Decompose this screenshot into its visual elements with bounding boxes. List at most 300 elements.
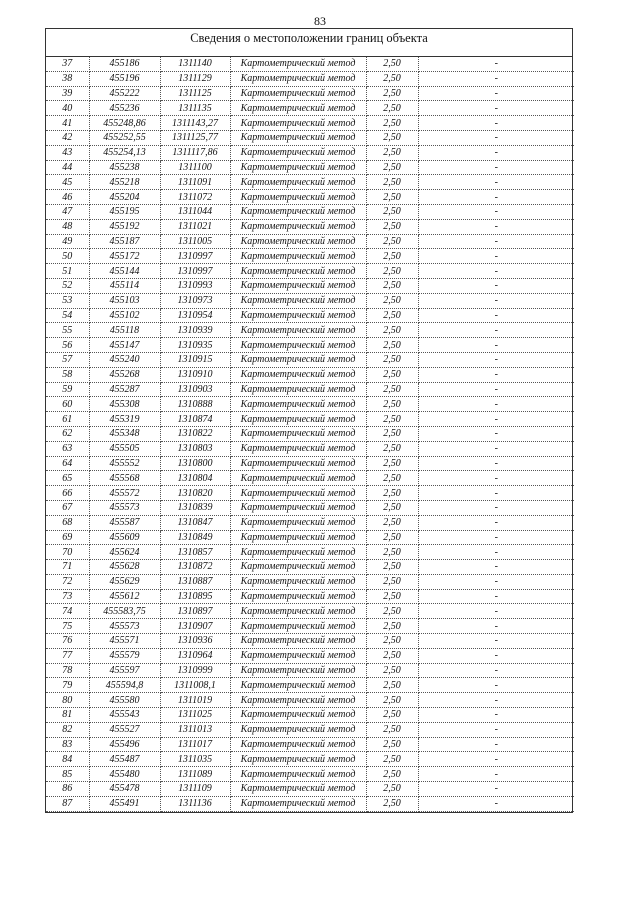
method-cell: Картометрический метод: [230, 678, 366, 693]
point-number-cell: 46: [46, 190, 89, 205]
y-coordinate-cell: 1310887: [160, 574, 230, 589]
x-coordinate-cell: 455218: [89, 175, 160, 190]
point-number-cell: 85: [46, 767, 89, 782]
point-number-cell: 40: [46, 101, 89, 116]
precision-cell: 2,50: [366, 545, 418, 560]
table-row: [46, 219, 574, 234]
method-cell: Картометрический метод: [230, 456, 366, 471]
y-coordinate-cell: 1310936: [160, 634, 230, 649]
point-number-cell: 83: [46, 737, 89, 752]
method-cell: Картометрический метод: [230, 190, 366, 205]
table-row: [46, 767, 574, 782]
y-coordinate-cell: 1311044: [160, 204, 230, 219]
table-row: [46, 308, 574, 323]
method-cell: Картометрический метод: [230, 471, 366, 486]
method-cell: Картометрический метод: [230, 634, 366, 649]
x-coordinate-cell: 455195: [89, 204, 160, 219]
precision-cell: 2,50: [366, 560, 418, 575]
description-cell: -: [418, 589, 574, 604]
method-cell: Картометрический метод: [230, 249, 366, 264]
description-cell: -: [418, 545, 574, 560]
x-coordinate-cell: 455102: [89, 308, 160, 323]
method-cell: Картометрический метод: [230, 278, 366, 293]
point-number-cell: 76: [46, 634, 89, 649]
x-coordinate-cell: 455114: [89, 278, 160, 293]
method-cell: Картометрический метод: [230, 737, 366, 752]
table-row: [46, 441, 574, 456]
method-cell: Картометрический метод: [230, 441, 366, 456]
point-number-cell: 81: [46, 708, 89, 723]
point-number-cell: 72: [46, 574, 89, 589]
description-cell: -: [418, 219, 574, 234]
x-coordinate-cell: 455236: [89, 101, 160, 116]
precision-cell: 2,50: [366, 663, 418, 678]
precision-cell: 2,50: [366, 130, 418, 145]
method-cell: Картометрический метод: [230, 500, 366, 515]
table-row: [46, 560, 574, 575]
description-cell: -: [418, 634, 574, 649]
table-row: [46, 204, 574, 219]
description-cell: -: [418, 71, 574, 86]
y-coordinate-cell: 1310897: [160, 604, 230, 619]
precision-cell: 2,50: [366, 515, 418, 530]
precision-cell: 2,50: [366, 338, 418, 353]
description-cell: -: [418, 145, 574, 160]
x-coordinate-cell: 455583,75: [89, 604, 160, 619]
method-cell: Картометрический метод: [230, 545, 366, 560]
description-cell: -: [418, 737, 574, 752]
x-coordinate-cell: 455597: [89, 663, 160, 678]
description-cell: -: [418, 204, 574, 219]
y-coordinate-cell: 1310803: [160, 441, 230, 456]
y-coordinate-cell: 1311136: [160, 796, 230, 811]
table-row: [46, 382, 574, 397]
method-cell: Картометрический метод: [230, 308, 366, 323]
point-number-cell: 67: [46, 500, 89, 515]
table-row: [46, 352, 574, 367]
precision-cell: 2,50: [366, 471, 418, 486]
method-cell: Картометрический метод: [230, 116, 366, 131]
method-cell: Картометрический метод: [230, 574, 366, 589]
point-number-cell: 78: [46, 663, 89, 678]
description-cell: -: [418, 678, 574, 693]
x-coordinate-cell: 455568: [89, 471, 160, 486]
precision-cell: 2,50: [366, 145, 418, 160]
description-cell: -: [418, 323, 574, 338]
method-cell: Картометрический метод: [230, 752, 366, 767]
description-cell: -: [418, 234, 574, 249]
x-coordinate-cell: 455222: [89, 86, 160, 101]
point-number-cell: 79: [46, 678, 89, 693]
precision-cell: 2,50: [366, 782, 418, 797]
point-number-cell: 64: [46, 456, 89, 471]
table-row: [46, 264, 574, 279]
table-row: [46, 604, 574, 619]
description-cell: -: [418, 175, 574, 190]
point-number-cell: 77: [46, 648, 89, 663]
point-number-cell: 41: [46, 116, 89, 131]
point-number-cell: 62: [46, 426, 89, 441]
y-coordinate-cell: 1311100: [160, 160, 230, 175]
point-number-cell: 65: [46, 471, 89, 486]
method-cell: Картометрический метод: [230, 722, 366, 737]
y-coordinate-cell: 1311072: [160, 190, 230, 205]
description-cell: -: [418, 471, 574, 486]
table-row: [46, 782, 574, 797]
precision-cell: 2,50: [366, 530, 418, 545]
y-coordinate-cell: 1310954: [160, 308, 230, 323]
y-coordinate-cell: 1311089: [160, 767, 230, 782]
table-row: [46, 293, 574, 308]
table-row: [46, 71, 574, 86]
point-number-cell: 38: [46, 71, 89, 86]
description-cell: -: [418, 160, 574, 175]
table-row: [46, 634, 574, 649]
point-number-cell: 54: [46, 308, 89, 323]
point-number-cell: 57: [46, 352, 89, 367]
method-cell: Картометрический метод: [230, 338, 366, 353]
precision-cell: 2,50: [366, 441, 418, 456]
description-cell: -: [418, 367, 574, 382]
description-cell: -: [418, 530, 574, 545]
y-coordinate-cell: 1311091: [160, 175, 230, 190]
y-coordinate-cell: 1310874: [160, 412, 230, 427]
coordinates-table: [46, 57, 574, 812]
method-cell: Картометрический метод: [230, 352, 366, 367]
table-row: [46, 663, 574, 678]
table-row: [46, 471, 574, 486]
y-coordinate-cell: 1310872: [160, 560, 230, 575]
method-cell: Картометрический метод: [230, 219, 366, 234]
x-coordinate-cell: 455480: [89, 767, 160, 782]
y-coordinate-cell: 1310999: [160, 663, 230, 678]
precision-cell: 2,50: [366, 412, 418, 427]
table-row: [46, 693, 574, 708]
precision-cell: 2,50: [366, 382, 418, 397]
x-coordinate-cell: 455527: [89, 722, 160, 737]
description-cell: -: [418, 308, 574, 323]
table-row: [46, 648, 574, 663]
page-number: 83: [314, 14, 326, 28]
table-row: [46, 589, 574, 604]
method-cell: Картометрический метод: [230, 57, 366, 71]
description-cell: -: [418, 752, 574, 767]
method-cell: Картометрический метод: [230, 204, 366, 219]
precision-cell: 2,50: [366, 456, 418, 471]
point-number-cell: 61: [46, 412, 89, 427]
description-cell: -: [418, 767, 574, 782]
method-cell: Картометрический метод: [230, 708, 366, 723]
method-cell: Картометрический метод: [230, 426, 366, 441]
x-coordinate-cell: 455348: [89, 426, 160, 441]
method-cell: Картометрический метод: [230, 323, 366, 338]
description-cell: -: [418, 426, 574, 441]
point-number-cell: 48: [46, 219, 89, 234]
precision-cell: 2,50: [366, 604, 418, 619]
precision-cell: 2,50: [366, 204, 418, 219]
point-number-cell: 45: [46, 175, 89, 190]
x-coordinate-cell: 455204: [89, 190, 160, 205]
precision-cell: 2,50: [366, 323, 418, 338]
method-cell: Картометрический метод: [230, 486, 366, 501]
point-number-cell: 71: [46, 560, 89, 575]
point-number-cell: 42: [46, 130, 89, 145]
x-coordinate-cell: 455319: [89, 412, 160, 427]
precision-cell: 2,50: [366, 367, 418, 382]
x-coordinate-cell: 455609: [89, 530, 160, 545]
table-row: [46, 796, 574, 811]
method-cell: Картометрический метод: [230, 101, 366, 116]
description-cell: -: [418, 352, 574, 367]
method-cell: Картометрический метод: [230, 145, 366, 160]
x-coordinate-cell: 455103: [89, 293, 160, 308]
table-row: [46, 338, 574, 353]
x-coordinate-cell: 455144: [89, 264, 160, 279]
precision-cell: 2,50: [366, 219, 418, 234]
table-row: [46, 323, 574, 338]
precision-cell: 2,50: [366, 737, 418, 752]
precision-cell: 2,50: [366, 264, 418, 279]
table-row: [46, 530, 574, 545]
point-number-cell: 73: [46, 589, 89, 604]
table-row: [46, 752, 574, 767]
table-row: [46, 545, 574, 560]
method-cell: Картометрический метод: [230, 782, 366, 797]
point-number-cell: 70: [46, 545, 89, 560]
y-coordinate-cell: 1310939: [160, 323, 230, 338]
x-coordinate-cell: 455579: [89, 648, 160, 663]
precision-cell: 2,50: [366, 234, 418, 249]
precision-cell: 2,50: [366, 574, 418, 589]
description-cell: -: [418, 574, 574, 589]
description-cell: -: [418, 130, 574, 145]
y-coordinate-cell: 1310973: [160, 293, 230, 308]
precision-cell: 2,50: [366, 160, 418, 175]
description-cell: -: [418, 264, 574, 279]
method-cell: Картометрический метод: [230, 619, 366, 634]
y-coordinate-cell: 1311025: [160, 708, 230, 723]
point-number-cell: 53: [46, 293, 89, 308]
point-number-cell: 39: [46, 86, 89, 101]
coordinates-table-body: [46, 57, 574, 811]
precision-cell: 2,50: [366, 619, 418, 634]
precision-cell: 2,50: [366, 634, 418, 649]
point-number-cell: 44: [46, 160, 89, 175]
table-row: [46, 486, 574, 501]
table-row: [46, 57, 574, 71]
x-coordinate-cell: 455612: [89, 589, 160, 604]
table-row: [46, 426, 574, 441]
precision-cell: 2,50: [366, 796, 418, 811]
precision-cell: 2,50: [366, 708, 418, 723]
x-coordinate-cell: 455308: [89, 397, 160, 412]
x-coordinate-cell: 455192: [89, 219, 160, 234]
method-cell: Картометрический метод: [230, 397, 366, 412]
point-number-cell: 58: [46, 367, 89, 382]
precision-cell: 2,50: [366, 767, 418, 782]
method-cell: Картометрический метод: [230, 86, 366, 101]
precision-cell: 2,50: [366, 648, 418, 663]
description-cell: -: [418, 397, 574, 412]
description-cell: -: [418, 249, 574, 264]
method-cell: Картометрический метод: [230, 264, 366, 279]
description-cell: -: [418, 486, 574, 501]
point-number-cell: 59: [46, 382, 89, 397]
description-cell: -: [418, 382, 574, 397]
method-cell: Картометрический метод: [230, 412, 366, 427]
description-cell: -: [418, 708, 574, 723]
point-number-cell: 51: [46, 264, 89, 279]
table-row: [46, 145, 574, 160]
point-number-cell: 69: [46, 530, 89, 545]
point-number-cell: 52: [46, 278, 89, 293]
y-coordinate-cell: 1310903: [160, 382, 230, 397]
x-coordinate-cell: 455628: [89, 560, 160, 575]
method-cell: Картометрический метод: [230, 367, 366, 382]
precision-cell: 2,50: [366, 722, 418, 737]
y-coordinate-cell: 1311129: [160, 71, 230, 86]
point-number-cell: 43: [46, 145, 89, 160]
table-row: [46, 101, 574, 116]
y-coordinate-cell: 1311143,27: [160, 116, 230, 131]
precision-cell: 2,50: [366, 86, 418, 101]
method-cell: Картометрический метод: [230, 234, 366, 249]
x-coordinate-cell: 455573: [89, 619, 160, 634]
point-number-cell: 37: [46, 57, 89, 71]
y-coordinate-cell: 1311117,86: [160, 145, 230, 160]
table-row: [46, 619, 574, 634]
precision-cell: 2,50: [366, 352, 418, 367]
precision-cell: 2,50: [366, 278, 418, 293]
y-coordinate-cell: 1311019: [160, 693, 230, 708]
point-number-cell: 68: [46, 515, 89, 530]
y-coordinate-cell: 1311008,1: [160, 678, 230, 693]
description-cell: -: [418, 604, 574, 619]
x-coordinate-cell: 455629: [89, 574, 160, 589]
y-coordinate-cell: 1311109: [160, 782, 230, 797]
point-number-cell: 56: [46, 338, 89, 353]
description-cell: -: [418, 57, 574, 71]
y-coordinate-cell: 1311017: [160, 737, 230, 752]
y-coordinate-cell: 1310800: [160, 456, 230, 471]
precision-cell: 2,50: [366, 101, 418, 116]
x-coordinate-cell: 455238: [89, 160, 160, 175]
point-number-cell: 74: [46, 604, 89, 619]
precision-cell: 2,50: [366, 308, 418, 323]
x-coordinate-cell: 455287: [89, 382, 160, 397]
point-number-cell: 49: [46, 234, 89, 249]
description-cell: -: [418, 619, 574, 634]
table-row: [46, 412, 574, 427]
precision-cell: 2,50: [366, 175, 418, 190]
y-coordinate-cell: 1310997: [160, 264, 230, 279]
description-cell: -: [418, 278, 574, 293]
method-cell: Картометрический метод: [230, 648, 366, 663]
table-row: [46, 456, 574, 471]
y-coordinate-cell: 1310910: [160, 367, 230, 382]
description-cell: -: [418, 116, 574, 131]
table-row: [46, 116, 574, 131]
y-coordinate-cell: 1311035: [160, 752, 230, 767]
table-row: [46, 708, 574, 723]
table-row: [46, 234, 574, 249]
x-coordinate-cell: 455624: [89, 545, 160, 560]
y-coordinate-cell: 1310907: [160, 619, 230, 634]
method-cell: Картометрический метод: [230, 175, 366, 190]
precision-cell: 2,50: [366, 500, 418, 515]
description-cell: -: [418, 722, 574, 737]
point-number-cell: 87: [46, 796, 89, 811]
description-cell: -: [418, 782, 574, 797]
point-number-cell: 60: [46, 397, 89, 412]
description-cell: -: [418, 515, 574, 530]
method-cell: Картометрический метод: [230, 663, 366, 678]
method-cell: Картометрический метод: [230, 160, 366, 175]
description-cell: -: [418, 560, 574, 575]
y-coordinate-cell: 1311125,77: [160, 130, 230, 145]
precision-cell: 2,50: [366, 678, 418, 693]
x-coordinate-cell: 455594,8: [89, 678, 160, 693]
table-row: [46, 86, 574, 101]
method-cell: Картометрический метод: [230, 796, 366, 811]
x-coordinate-cell: 455491: [89, 796, 160, 811]
precision-cell: 2,50: [366, 486, 418, 501]
precision-cell: 2,50: [366, 589, 418, 604]
x-coordinate-cell: 455118: [89, 323, 160, 338]
method-cell: Картометрический метод: [230, 767, 366, 782]
x-coordinate-cell: 455571: [89, 634, 160, 649]
method-cell: Картометрический метод: [230, 530, 366, 545]
description-cell: -: [418, 500, 574, 515]
description-cell: -: [418, 796, 574, 811]
y-coordinate-cell: 1310847: [160, 515, 230, 530]
table-row: [46, 175, 574, 190]
point-number-cell: 66: [46, 486, 89, 501]
table-row: [46, 678, 574, 693]
y-coordinate-cell: 1311013: [160, 722, 230, 737]
y-coordinate-cell: 1311005: [160, 234, 230, 249]
description-cell: -: [418, 456, 574, 471]
description-cell: -: [418, 338, 574, 353]
x-coordinate-cell: 455240: [89, 352, 160, 367]
point-number-cell: 63: [46, 441, 89, 456]
y-coordinate-cell: 1311135: [160, 101, 230, 116]
method-cell: Картометрический метод: [230, 71, 366, 86]
method-cell: Картометрический метод: [230, 382, 366, 397]
description-cell: -: [418, 648, 574, 663]
y-coordinate-cell: 1310822: [160, 426, 230, 441]
y-coordinate-cell: 1310935: [160, 338, 230, 353]
precision-cell: 2,50: [366, 116, 418, 131]
precision-cell: 2,50: [366, 71, 418, 86]
table-row: [46, 500, 574, 515]
y-coordinate-cell: 1311140: [160, 57, 230, 71]
table-title: Сведения о местоположении границ объекта: [46, 29, 572, 57]
x-coordinate-cell: 455496: [89, 737, 160, 752]
x-coordinate-cell: 455252,55: [89, 130, 160, 145]
x-coordinate-cell: 455552: [89, 456, 160, 471]
table-row: [46, 160, 574, 175]
point-number-cell: 84: [46, 752, 89, 767]
method-cell: Картометрический метод: [230, 515, 366, 530]
precision-cell: 2,50: [366, 57, 418, 71]
y-coordinate-cell: 1310857: [160, 545, 230, 560]
precision-cell: 2,50: [366, 249, 418, 264]
x-coordinate-cell: 455196: [89, 71, 160, 86]
description-cell: -: [418, 693, 574, 708]
table-row: [46, 278, 574, 293]
method-cell: Картометрический метод: [230, 130, 366, 145]
